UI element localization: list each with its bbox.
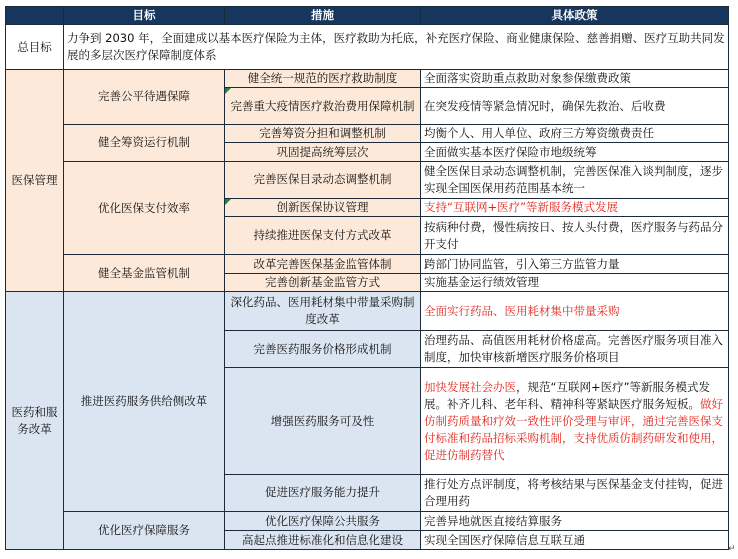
measure-cell: 增强医药服务可及性 — [225, 368, 421, 475]
policy-cell: 实现全国医疗保障信息互联互通 — [421, 531, 729, 550]
header-category — [6, 7, 64, 25]
goal-cell: 推进医药服务供给侧改革 — [64, 292, 225, 512]
category-cell: 医保管理 — [6, 69, 64, 292]
measure-cell: 改革完善医保基金监管体制 — [225, 255, 421, 273]
policy-highlight-1: 加快发展社会办医 — [424, 379, 516, 394]
policy-cell: 按病种付费，慢性病按日、按人头付费，医疗服务与药品分开支付 — [421, 217, 729, 255]
overall-row — [6, 25, 729, 69]
goal-cell: 健全基金监管机制 — [64, 255, 225, 292]
table-row — [6, 69, 729, 87]
policy-cell: 在突发疫情等紧急情况时，确保先救治、后收费 — [421, 88, 729, 125]
policy-cell: 跨部门协同监管，引入第三方监管力量 — [421, 255, 729, 273]
goal-cell: 优化医疗保障服务 — [64, 511, 225, 549]
goal-cell: 优化医保支付效率 — [64, 161, 225, 254]
measure-cell: 完善重大疫情医疗救治费用保障机制 — [225, 88, 421, 125]
measure-cell: 完善医药服务价格形成机制 — [225, 331, 421, 368]
header-goal: 目标 — [64, 7, 225, 25]
policy-cell-highlight: 全面实行药品、医用耗材集中带量采购 — [421, 292, 729, 331]
policy-cell-mixed — [421, 368, 729, 475]
policy-cell: 全面做实基本医疗保险市地级统筹 — [421, 143, 729, 161]
measure-cell: 促进医疗服务能力提升 — [225, 474, 421, 511]
overall-text: 力争到 2030 年，全面建成以基本医疗保险为主体，医疗救助为托底，补充医疗保险、商业健康保险、慈善捐赠、医疗互助共同发展的多层次医疗保障制度体系 — [64, 25, 729, 69]
policy-cell: 治理药品、高值医用耗材价格虚高。完善医疗服务项目准入制度，加快审核新增医疗服务价格项目 — [421, 331, 729, 368]
measure-cell: 高起点推进标准化和信息化建设 — [225, 531, 421, 550]
measure-cell: 完善医保目录动态调整机制 — [225, 161, 421, 198]
policy-table — [5, 6, 729, 550]
table-row — [6, 255, 729, 273]
policy-highlight-2: 做好仿制药质量和疗效一致性评价受理与审评，通过完善医保支付标准和药品招标采购机制，支持优质仿制药研发和使用，促进仿制药替代 — [424, 396, 723, 462]
goal-cell: 健全筹资运行机制 — [64, 125, 225, 162]
policy-cell: 推行处方点评制度，将考核结果与医保基金支付挂钩，促进合理用药 — [421, 474, 729, 511]
policy-cell: 健全医保目录动态调整机制，完善医保准入谈判制度，逐步实现全国医保用药范围基本统一 — [421, 161, 729, 198]
policy-cell-highlight: 支持“互联网+医疗”等新服务模式发展 — [421, 198, 729, 216]
policy-cell: 均衡个人、用人单位、政府三方筹资缴费责任 — [421, 125, 729, 143]
paragraph-mark-icon: ↵ — [728, 544, 736, 554]
measure-cell: 完善筹资分担和调整机制 — [225, 125, 421, 143]
measure-cell: 健全统一规范的医疗救助制度 — [225, 69, 421, 87]
category-cell: 医药和服务改革 — [6, 292, 64, 550]
policy-cell: 全面落实资助重点救助对象参保缴费政策 — [421, 69, 729, 87]
header-row — [6, 7, 729, 25]
header-policy: 具体政策 — [421, 7, 729, 25]
policy-cell: 完善异地就医直接结算服务 — [421, 511, 729, 531]
measure-cell: 创新医保协议管理 — [225, 198, 421, 216]
measure-cell: 巩固提高统筹层次 — [225, 143, 421, 161]
table-row — [6, 161, 729, 198]
goal-cell: 完善公平待遇保障 — [64, 69, 225, 124]
table-row — [6, 511, 729, 531]
policy-plain: ，规范“互联网+医疗”等新服务模式发展。补齐儿科、老年科、精神科等紧缺医疗服务短板。 — [424, 379, 711, 411]
measure-cell: 优化医疗保障公共服务 — [225, 511, 421, 531]
policy-cell: 实施基金运行绩效管理 — [421, 273, 729, 291]
measure-cell: 完善创新基金监管方式 — [225, 273, 421, 291]
header-measure: 措施 — [225, 7, 421, 25]
table-row — [6, 125, 729, 143]
measure-cell: 持续推进医保支付方式改革 — [225, 217, 421, 255]
measure-cell: 深化药品、医用耗材集中带量采购制度改革 — [225, 292, 421, 331]
table-row — [6, 292, 729, 331]
overall-label: 总目标 — [6, 25, 64, 69]
